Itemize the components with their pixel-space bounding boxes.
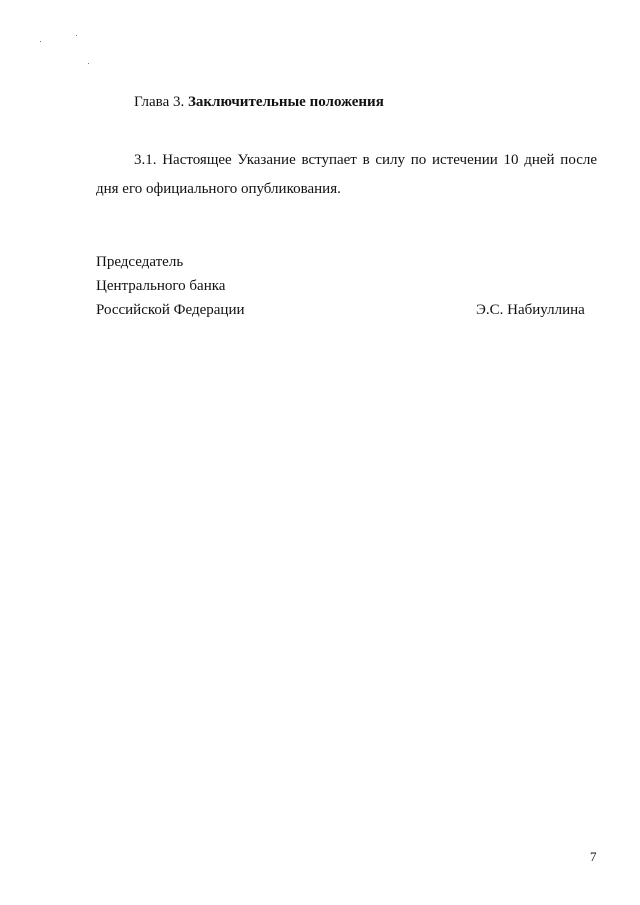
scan-artifact-dot [88, 63, 89, 64]
position-line-2: Центрального банка [96, 278, 226, 294]
page-number: 7 [590, 849, 597, 864]
position-line-1: Председатель [96, 254, 184, 270]
clause-text-line-1: 3.1. Настоящее Указание вступает в силу по истечении 10 дней после [134, 152, 597, 168]
clause-text-line-2: дня его официального опубликования. [96, 181, 341, 197]
position-line-3: Российской Федерации [96, 302, 245, 318]
scan-artifact-dot [40, 41, 41, 42]
signatory-position [96, 250, 245, 322]
scan-artifact-dot [76, 35, 77, 36]
signatory-name: Э.С. Набиуллина [476, 302, 585, 318]
chapter-title: Заключительные положения [187, 94, 384, 110]
chapter-prefix: Глава 3. [134, 94, 185, 110]
clause-3-1 [96, 146, 597, 204]
chapter-heading [134, 94, 384, 111]
